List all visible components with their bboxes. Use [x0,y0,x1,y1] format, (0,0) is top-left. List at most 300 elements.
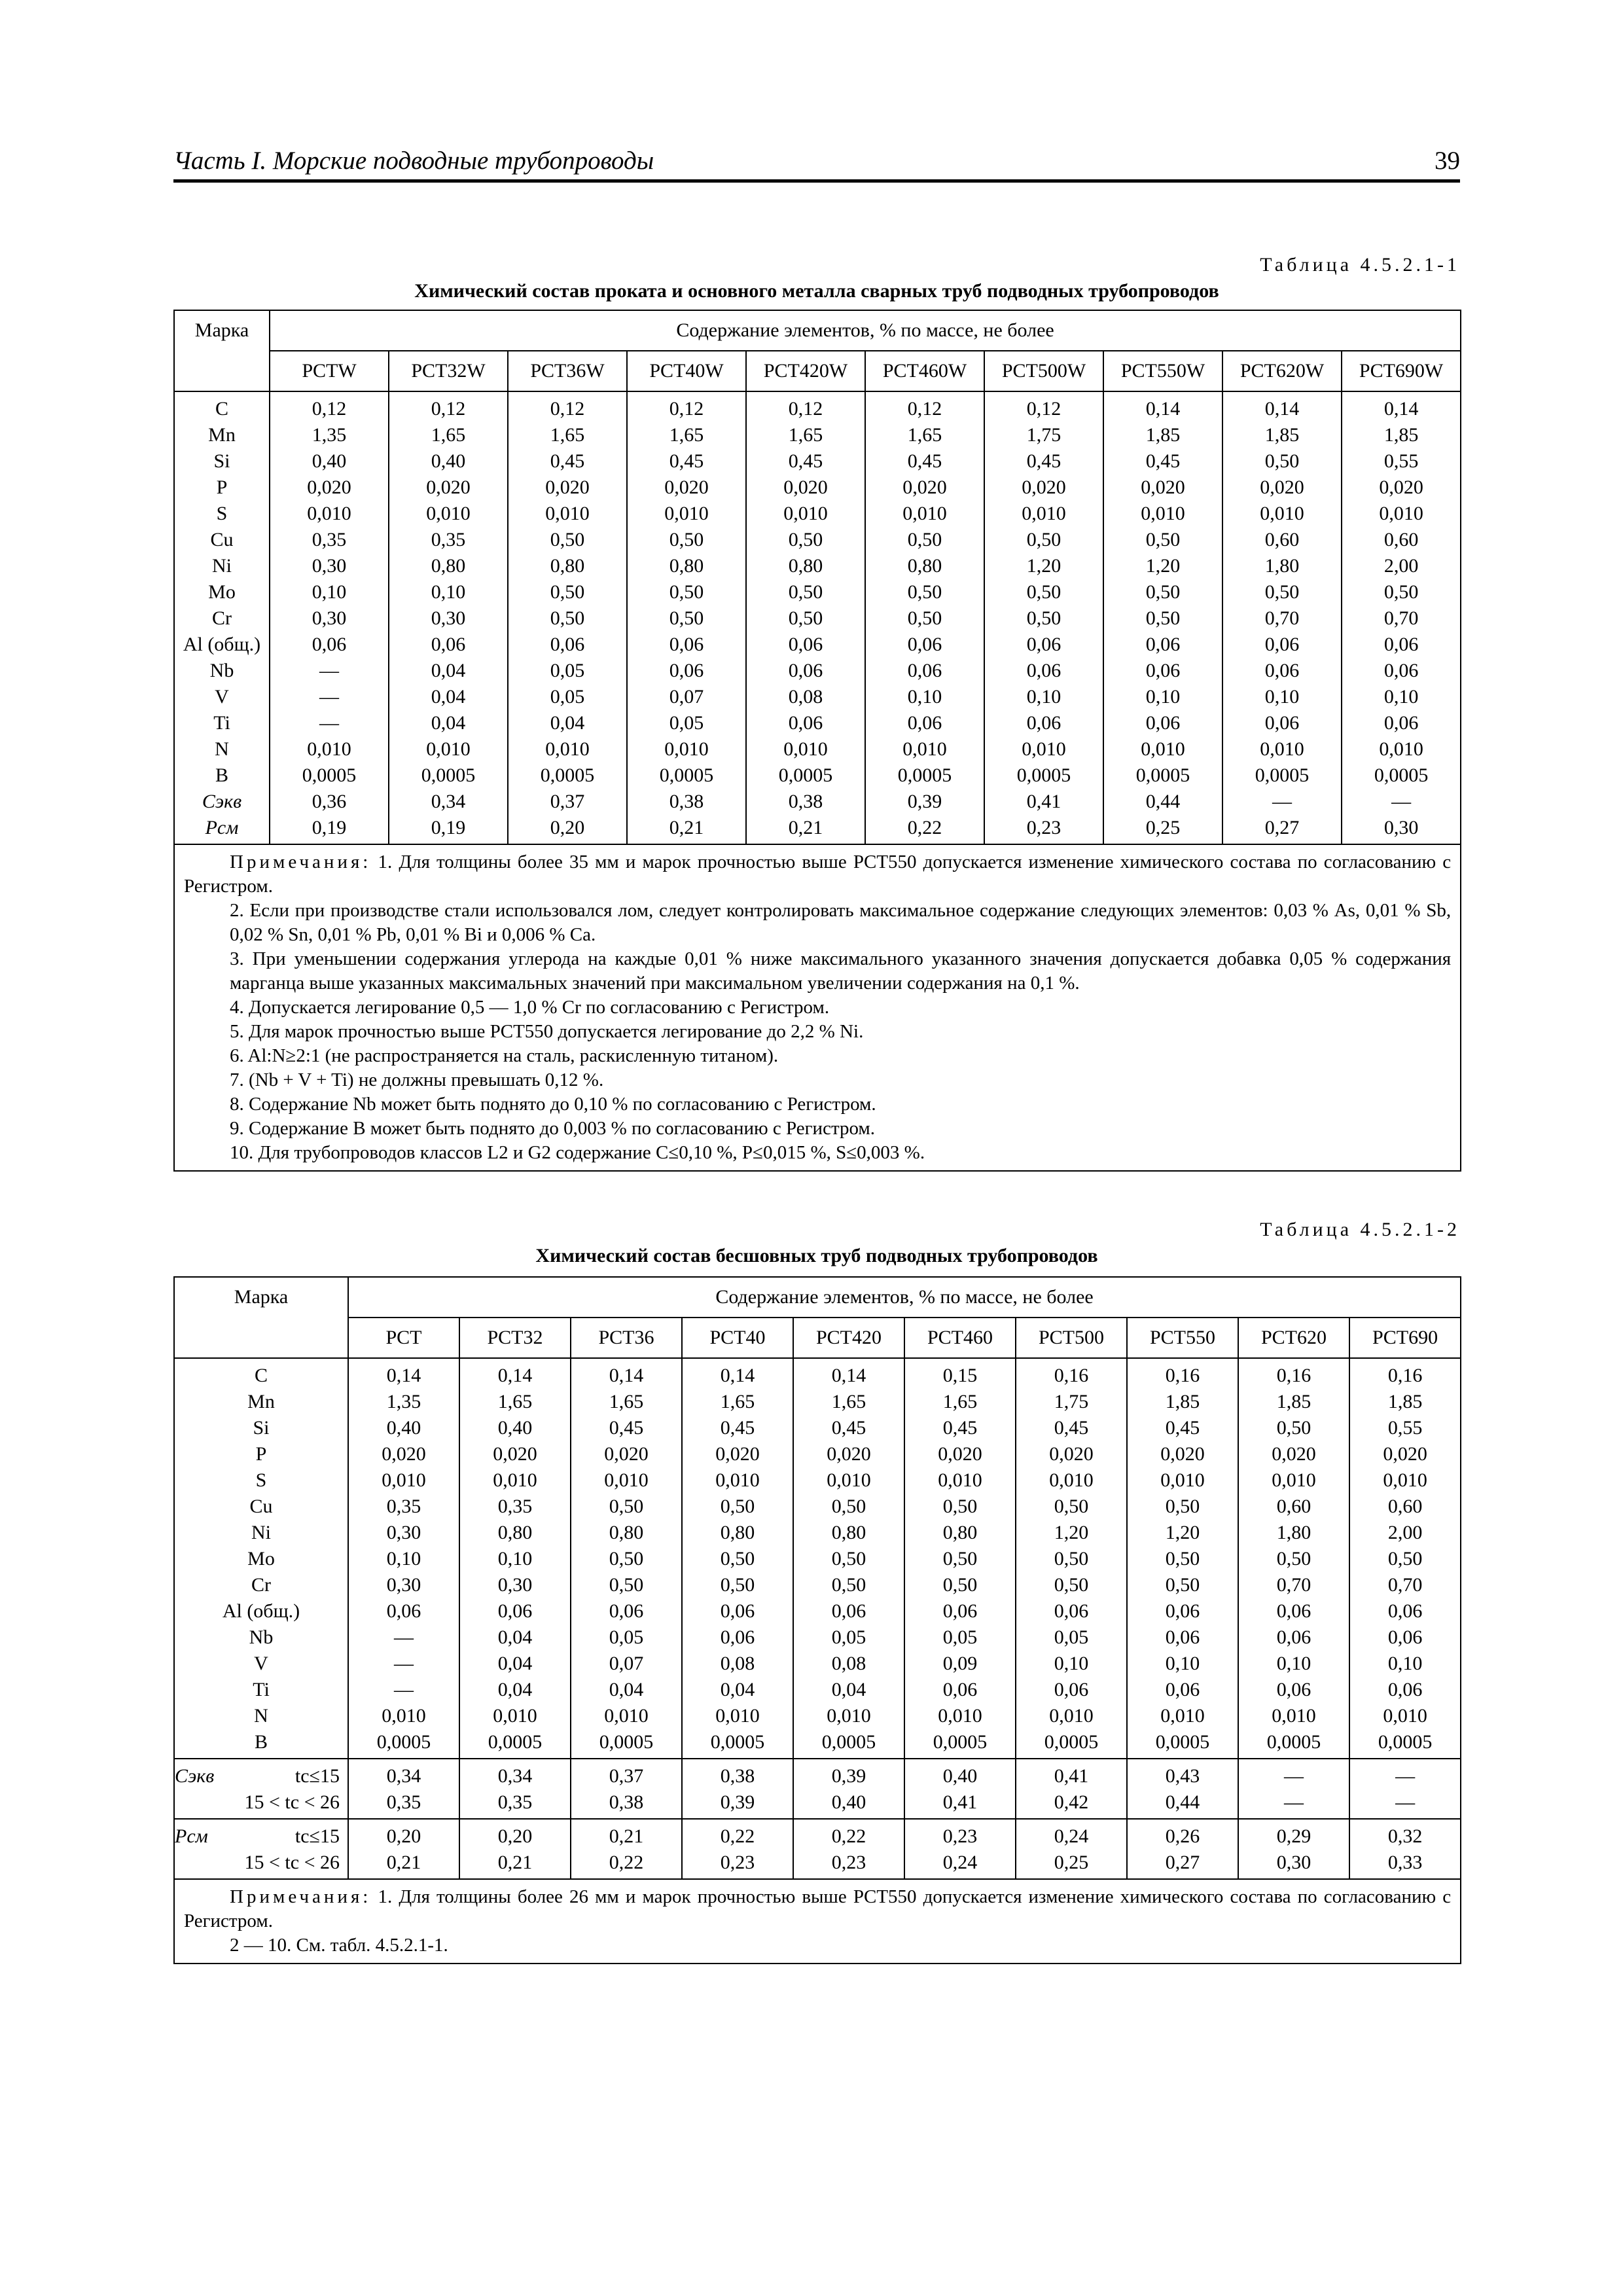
value-cell: 0,50 [1145,581,1181,603]
value-cell: 0,12 [312,398,347,420]
value-cell: 0,23 [831,1852,866,1873]
value-cell: 0,14 [609,1365,644,1386]
value-cell: 0,0005 [933,1731,988,1753]
table2-caption: Химический состав бесшовных труб подводных трубопроводов [535,1245,1098,1266]
value-cell: 0,0005 [1266,1731,1321,1753]
value-cell: 0,010 [426,503,471,524]
value-cell: 1,65 [431,424,466,446]
value-cell: 0,14 [831,1365,866,1386]
element-label: B [215,764,228,786]
value-cell: 1,85 [1264,424,1300,446]
value-cell: 0,010 [1022,738,1066,760]
element-label: C [254,1365,268,1386]
value-cell: 0,35 [386,1496,421,1517]
value-cell: 1,35 [386,1391,421,1412]
value-cell: 0,50 [1276,1417,1311,1439]
value-cell: 0,50 [788,607,823,629]
value-cell: 0,10 [1054,1653,1089,1674]
value-cell: 0,06 [1383,634,1419,655]
value-cell: 0,06 [431,634,466,655]
table2-note-1: Примечания: 1. Для толщины более 26 мм и марок прочностью выше PCT550 допускается изменение химического состава по согласованию с Регистром. [184,1886,1452,1931]
value-cell: 0,020 [715,1443,760,1465]
element-label: Al (общ.) [222,1600,300,1622]
table2-pcm-column [1238,1819,1349,1879]
value-cell: — [394,1679,414,1700]
element-label: Cr [212,607,232,629]
t1-note-6: 6. Al:N≥2:1 (не распространяется на сталь, раскисленную титаном). [230,1045,779,1066]
value-cell: 0,22 [831,1825,866,1847]
value-cell: 0,010 [715,1705,760,1727]
t2-element-labels [174,1358,348,1759]
pcm-symbol [175,1850,214,1876]
element-label: S [216,503,228,524]
value-cell: 0,04 [431,660,466,681]
value-cell: 0,37 [609,1765,644,1787]
value-cell: 0,06 [609,1600,644,1622]
value-cell: 0,010 [1383,1705,1427,1727]
value-cell: 0,50 [1383,581,1419,603]
value-cell: 0,010 [1049,1469,1094,1491]
value-cell: 0,06 [1383,660,1419,681]
value-cell: 0,06 [1276,1679,1311,1700]
value-cell: 0,010 [827,1469,871,1491]
table2-ceq-column [682,1759,793,1819]
value-cell: 0,020 [1272,1443,1316,1465]
t1-value-column [508,391,627,844]
table2-ceq-column [1349,1759,1461,1819]
value-cell: 0,07 [609,1653,644,1674]
value-cell: 0,35 [386,1791,421,1813]
value-cell: 0,020 [1022,476,1066,498]
value-cell: 0,010 [545,738,590,760]
value-cell: 0,020 [382,1443,426,1465]
value-cell: 0,010 [1260,503,1304,524]
value-cell: 0,06 [669,634,704,655]
value-cell: 0,0005 [421,764,476,786]
t2-value-column [1016,1358,1127,1759]
value-cell: 0,50 [669,607,704,629]
t1-grade-header: PCT420W [746,351,865,391]
table2-ceq-column [1238,1759,1349,1819]
table2-ceq-column [459,1759,571,1819]
value-cell: 1,65 [550,424,585,446]
table2-pcm-column [348,1819,459,1879]
value-cell: 0,45 [550,450,585,472]
value-cell: 0,010 [938,1705,982,1727]
value-cell: 0,80 [831,1522,866,1543]
value-cell: 0,010 [604,1705,649,1727]
value-cell: 1,65 [907,424,942,446]
element-label: Nb [209,660,234,681]
table2-col-mark: Марка [174,1277,348,1358]
table1-col-group: Содержание элементов, % по массе, не более [270,310,1461,351]
pcm-condition: 15 < tc < 26 [244,1852,340,1873]
value-cell: 0,44 [1145,791,1181,812]
value-cell: 1,85 [1387,1391,1423,1412]
value-cell: 0,14 [386,1365,421,1386]
value-cell: 0,40 [942,1765,978,1787]
value-cell: 0,30 [386,1574,421,1596]
value-cell: 0,010 [783,738,828,760]
value-cell: 0,50 [831,1574,866,1596]
value-cell: 0,60 [1387,1496,1423,1517]
t2-value-column [571,1358,682,1759]
value-cell: 0,010 [382,1705,426,1727]
value-cell: 0,08 [788,686,823,708]
value-cell: 1,85 [1276,1391,1311,1412]
value-cell: 0,06 [497,1600,533,1622]
t1-grade-header: PCT32W [389,351,508,391]
value-cell: 0,04 [720,1679,755,1700]
element-label: V [215,686,229,708]
value-cell: 0,0005 [1016,764,1071,786]
value-cell: 0,27 [1165,1852,1200,1873]
value-cell: 0,06 [831,1600,866,1622]
table2-pcm-column [682,1819,793,1879]
t1-note-9: 9. Содержание B может быть поднято до 0,003 % по согласованию с Регистром. [230,1118,876,1139]
value-cell: 0,04 [431,712,466,734]
value-cell: 0,50 [942,1574,978,1596]
value-cell: 2,00 [1383,555,1419,577]
value-cell: 0,50 [1054,1574,1089,1596]
t1-grade-header: PCT550W [1103,351,1222,391]
value-cell: 0,35 [312,529,347,550]
value-cell: 0,0005 [778,764,833,786]
value-cell: 1,65 [942,1391,978,1412]
value-cell: 0,06 [386,1600,421,1622]
value-cell: 0,22 [609,1852,644,1873]
value-cell: 0,06 [1387,1600,1423,1622]
value-cell: 0,50 [831,1496,866,1517]
ceq-symbol [175,1789,214,1816]
table2-ceq-column [793,1759,904,1819]
value-cell: 0,010 [493,1469,537,1491]
value-cell: 0,24 [942,1852,978,1873]
value-cell: 0,06 [312,634,347,655]
element-label: P [255,1443,267,1465]
element-label: Nb [249,1626,274,1648]
value-cell: 0,50 [1165,1548,1200,1570]
value-cell: 0,80 [550,555,585,577]
value-cell: 0,0005 [1155,1731,1210,1753]
value-cell: 0,43 [1165,1765,1200,1787]
value-cell: 0,41 [942,1791,978,1813]
value-cell: 0,12 [907,398,942,420]
value-cell: 0,010 [1049,1705,1094,1727]
value-cell: 0,55 [1387,1417,1423,1439]
value-cell: 0,0005 [821,1731,876,1753]
value-cell: 1,20 [1026,555,1061,577]
t2-grade-header: PCT690 [1349,1318,1461,1358]
value-cell: 0,42 [1054,1791,1089,1813]
value-cell: 1,85 [1145,424,1181,446]
table2-pcm-column [904,1819,1016,1879]
value-cell: 0,30 [386,1522,421,1543]
value-cell: 0,010 [938,1469,982,1491]
value-cell: 0,010 [783,503,828,524]
value-cell: 1,75 [1026,424,1061,446]
value-cell: 0,50 [1054,1548,1089,1570]
value-cell: 0,22 [907,817,942,838]
value-cell: — [1284,1765,1304,1787]
value-cell: — [1395,1791,1416,1813]
t1-note-3: 3. При уменьшении содержания углерода на каждые 0,01 % ниже максимального указанного значения допускается добавка 0,05 % содержания марганца выше указанных максимальных значений при максимальном увеличении содержания на 0,1 %. [230,948,1452,994]
value-cell: 0,06 [1145,634,1181,655]
value-cell: 0,06 [1145,660,1181,681]
value-cell: 0,06 [1145,712,1181,734]
value-cell: 0,06 [907,712,942,734]
element-label: N [215,738,229,760]
value-cell: 0,04 [497,1653,533,1674]
t2-grade-header: PCT32 [459,1318,571,1358]
t1-grade-header: PCT460W [865,351,984,391]
value-cell: 0,12 [431,398,466,420]
t1-note-10: 10. Для трубопроводов классов L2 и G2 содержание C≤0,10 %, P≤0,015 %, S≤0,003 %. [230,1142,925,1163]
value-cell: 0,50 [1264,581,1300,603]
value-cell: 0,10 [1383,686,1419,708]
t2-value-column [682,1358,793,1759]
value-cell: 0,0005 [599,1731,654,1753]
value-cell: 0,50 [907,607,942,629]
t2-grade-header: PCT36 [571,1318,682,1358]
value-cell: 0,06 [1276,1626,1311,1648]
t1-grade-header: PCT690W [1342,351,1461,391]
value-cell: — [1272,791,1292,812]
t2-value-column [904,1358,1016,1759]
t1-value-column [1342,391,1461,844]
ceq-symbol: Cэкв [175,1765,215,1787]
value-cell: 0,0005 [1378,1731,1433,1753]
element-label: Cu [249,1496,273,1517]
value-cell: 0,70 [1383,607,1419,629]
element-label: Cэкв [202,791,242,812]
t1-value-column [627,391,746,844]
element-label: Si [253,1417,270,1439]
value-cell: 0,010 [1160,1469,1205,1491]
ceq-condition: 15 < tc < 26 [244,1791,340,1813]
value-cell: 0,010 [1141,503,1185,524]
value-cell: — [1391,791,1412,812]
value-cell: 0,38 [609,1791,644,1813]
element-label: Ti [253,1679,270,1700]
value-cell: 0,45 [720,1417,755,1439]
value-cell: 0,12 [669,398,704,420]
value-cell: 0,10 [1145,686,1181,708]
element-label: Cu [210,529,234,550]
value-cell: 0,05 [831,1626,866,1648]
value-cell: 0,29 [1276,1825,1311,1847]
value-cell: 0,41 [1054,1765,1089,1787]
value-cell: 0,50 [720,1574,755,1596]
value-cell: 0,45 [1145,450,1181,472]
value-cell: 0,10 [1276,1653,1311,1674]
value-cell: 0,39 [720,1791,755,1813]
value-cell: 0,0005 [1135,764,1190,786]
value-cell: 0,50 [550,581,585,603]
table2-ceq-column [904,1759,1016,1819]
value-cell: 0,06 [1026,634,1061,655]
value-cell: 0,40 [386,1417,421,1439]
table1-col-mark: Марка [174,310,270,391]
value-cell: 0,37 [550,791,585,812]
table2-pcm-label [174,1819,348,1879]
value-cell: 0,22 [720,1825,755,1847]
value-cell: 0,10 [386,1548,421,1570]
table2-pcm-column [1016,1819,1127,1879]
value-cell: 0,010 [1379,503,1423,524]
value-cell: 0,50 [1387,1548,1423,1570]
value-cell: 0,12 [788,398,823,420]
t2-grade-header: PCT40 [682,1318,793,1358]
value-cell: 0,020 [493,1443,537,1465]
element-label: Al (общ.) [183,634,261,655]
value-cell: 0,06 [1264,660,1300,681]
value-cell: 0,06 [1165,1600,1200,1622]
value-cell: 0,14 [1145,398,1181,420]
value-cell: 1,65 [720,1391,755,1412]
value-cell: 0,50 [609,1548,644,1570]
value-cell: 0,010 [382,1469,426,1491]
value-cell: 0,0005 [540,764,595,786]
value-cell: 0,07 [669,686,704,708]
value-cell: 0,45 [669,450,704,472]
table2-pcm-column [793,1819,904,1879]
t2-grade-header: PCT550 [1127,1318,1238,1358]
value-cell: 0,80 [907,555,942,577]
value-cell: 0,30 [312,555,347,577]
value-cell: 0,010 [1160,1705,1205,1727]
t2-value-column [1238,1358,1349,1759]
value-cell: 0,36 [312,791,347,812]
value-cell: 0,10 [497,1548,533,1570]
value-cell: 1,20 [1165,1522,1200,1543]
t2-value-column [1127,1358,1238,1759]
value-cell: 0,50 [907,529,942,550]
t1-grade-header: PCT40W [627,351,746,391]
value-cell: 0,010 [664,503,709,524]
value-cell: 2,00 [1387,1522,1423,1543]
value-cell: 0,80 [609,1522,644,1543]
table1-label: Таблица 4.5.2.1-1 [1260,254,1460,276]
value-cell: 0,010 [1383,1469,1427,1491]
table2-ceq-column [348,1759,459,1819]
value-cell: 0,45 [1165,1417,1200,1439]
t1-value-column [270,391,389,844]
value-cell: 0,010 [1260,738,1304,760]
value-cell: 0,30 [497,1574,533,1596]
table2-ceq-column [571,1759,682,1819]
value-cell: 0,06 [1026,660,1061,681]
value-cell: 1,80 [1276,1522,1311,1543]
value-cell: 0,21 [609,1825,644,1847]
value-cell: 0,010 [1141,738,1185,760]
value-cell: 0,50 [1165,1496,1200,1517]
value-cell: 0,50 [720,1548,755,1570]
value-cell: 0,45 [788,450,823,472]
value-cell: 0,06 [907,660,942,681]
value-cell: 0,04 [497,1679,533,1700]
t2-value-column [348,1358,459,1759]
value-cell: 0,06 [1054,1679,1089,1700]
t1-grade-header: PCT500W [984,351,1103,391]
value-cell: 0,020 [938,1443,982,1465]
value-cell: 0,45 [907,450,942,472]
value-cell: 0,020 [307,476,351,498]
value-cell: 0,010 [902,503,947,524]
table2-ceq-column [1016,1759,1127,1819]
element-label: Mo [247,1548,275,1570]
value-cell: 0,40 [497,1417,533,1439]
t1-grade-header: PCT36W [508,351,627,391]
value-cell: 0,06 [1264,712,1300,734]
value-cell: 1,85 [1383,424,1419,446]
element-label: Ni [212,555,232,577]
value-cell: 0,45 [1054,1417,1089,1439]
value-cell: 0,04 [550,712,585,734]
value-cell: 0,38 [669,791,704,812]
value-cell: 0,50 [550,529,585,550]
element-label: S [255,1469,267,1491]
t2-grade-header: PCT [348,1318,459,1358]
value-cell: 0,0005 [376,1731,431,1753]
table2 [173,1276,1461,1964]
value-cell: 0,35 [497,1496,533,1517]
value-cell: 0,020 [902,476,947,498]
table2-pcm-column [571,1819,682,1879]
value-cell: 0,06 [669,660,704,681]
value-cell: 0,80 [788,555,823,577]
value-cell: 0,06 [1387,1679,1423,1700]
value-cell: 0,21 [788,817,823,838]
t1-note-8: 8. Содержание Nb может быть поднято до 0,10 % по согласованию с Регистром. [230,1094,876,1115]
value-cell: 0,0005 [897,764,952,786]
table2-pcm-column [1127,1819,1238,1879]
value-cell: 0,40 [831,1791,866,1813]
value-cell: 0,04 [831,1679,866,1700]
value-cell: 0,010 [426,738,471,760]
value-cell: 0,010 [715,1469,760,1491]
value-cell: 0,06 [942,1600,978,1622]
value-cell: 0,80 [669,555,704,577]
value-cell: 0,34 [497,1765,533,1787]
element-label: C [215,398,228,420]
value-cell: 0,50 [550,607,585,629]
element-label: V [254,1653,268,1674]
value-cell: 0,10 [1026,686,1061,708]
value-cell: 0,12 [550,398,585,420]
value-cell: 0,020 [1160,1443,1205,1465]
table1-notes-title: Примечания: [230,852,372,872]
value-cell: 0,10 [907,686,942,708]
value-cell: 0,50 [669,529,704,550]
value-cell: 0,0005 [302,764,357,786]
t2-grade-header: PCT460 [904,1318,1016,1358]
t1-grade-header: PCT620W [1222,351,1342,391]
value-cell: 0,05 [550,686,585,708]
t1-note-4: 4. Допускается легирование 0,5 — 1,0 % Cr по согласованию с Регистром. [230,997,830,1018]
value-cell: 0,06 [720,1600,755,1622]
table2-pcm-column [459,1819,571,1879]
t1-note-5: 5. Для марок прочностью выше PCT550 допускается легирование до 2,2 % Ni. [230,1021,864,1042]
value-cell: 0,15 [942,1365,978,1386]
value-cell: 0,70 [1264,607,1300,629]
t2-grade-header: PCT500 [1016,1318,1127,1358]
table2-notes [174,1879,1461,1964]
value-cell: 0,14 [497,1365,533,1386]
value-cell: 1,35 [312,424,347,446]
value-cell: 0,020 [1141,476,1185,498]
value-cell: 0,16 [1276,1365,1311,1386]
